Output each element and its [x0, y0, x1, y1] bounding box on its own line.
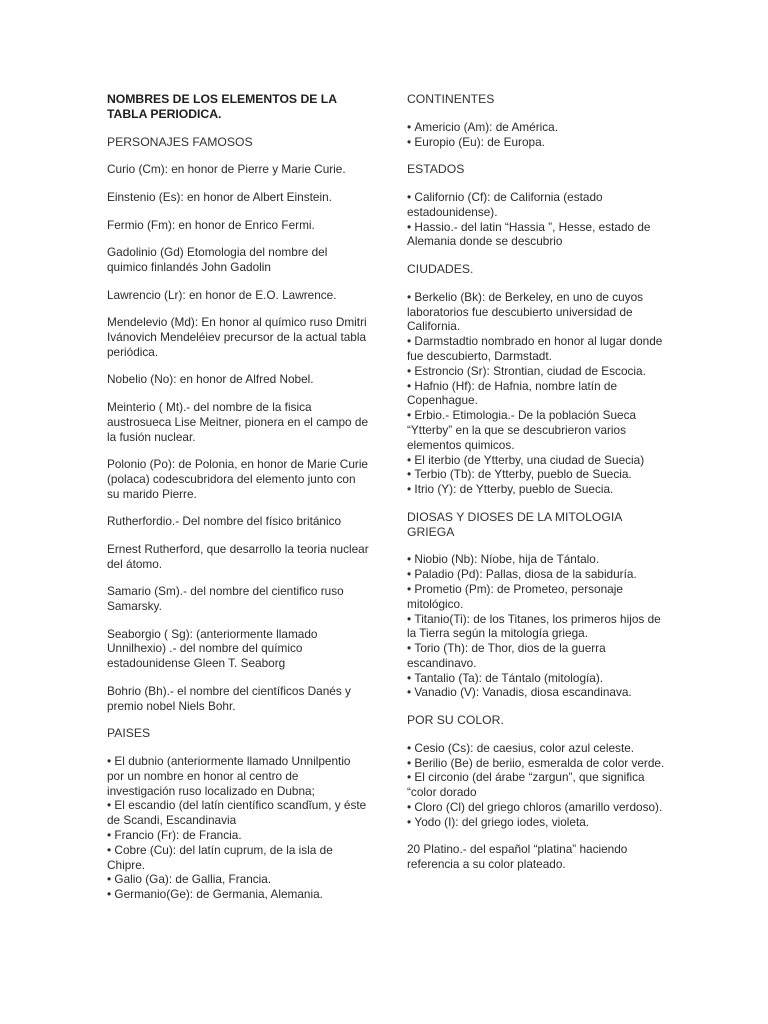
list-item: • Yodo (I): del griego iodes, violeta. — [407, 815, 669, 830]
list-item: • Prometio (Pm): de Prometeo, personaje mitológico. — [407, 582, 669, 612]
color-list — [407, 741, 669, 830]
section-heading-gods: DIOSAS Y DIOSES DE LA MITOLOGIA GRIEGA — [407, 509, 622, 539]
section-heading-color: POR SU COLOR. — [407, 713, 504, 728]
list-item: • Americio (Am): de América. — [407, 120, 669, 135]
entry-ernest-rutherford: Ernest Rutherford, que desarrollo la teoria nuclear del átomo. — [107, 541, 369, 571]
left-column — [107, 92, 369, 915]
entry-meinterio: Meinterio ( Mt).- del nombre de la fisica austrosueca Lise Meitner, pionera en el campo de la fusión nuclear. — [107, 399, 369, 444]
list-item: • Germanio(Ge): de Germania, Alemania. — [107, 887, 369, 902]
list-item: • El escandio (del latín científico scandĭum, y éste de Scandi, Escandinavia — [107, 798, 369, 828]
list-item: • Niobio (Nb): Níobe, hija de Tántalo. — [407, 552, 669, 567]
list-item: • Darmstadtio nombrado en honor al lugar donde fue descubierto, Darmstadt. — [407, 334, 669, 364]
list-item: • Galio (Ga): de Gallia, Francia. — [107, 872, 369, 887]
continents-list — [407, 120, 669, 150]
list-item: • Francio (Fr): de Francia. — [107, 828, 369, 843]
list-item: • Cloro (Cl) del griego chloros (amarillo verdoso). — [407, 800, 669, 815]
list-item: • Paladio (Pd): Pallas, diosa de la sabiduría. — [407, 567, 669, 582]
list-item: • El dubnio (anteriormente llamado Unnilpentio por un nombre en honor al centro de investigación ruso localizado en Dubna; — [107, 754, 369, 798]
section-heading-continents: CONTINENTES — [407, 92, 495, 106]
entry-gadolinio: Gadolinio (Gd) Etomologia del nombre del quimico finlandés John Gadolin — [107, 245, 328, 274]
entry-curio: Curio (Cm): en honor de Pierre y Marie Curie. — [107, 162, 346, 177]
list-item: • Europio (Eu): de Europa. — [407, 135, 669, 150]
entry-rutherfordio: Rutherfordio.- Del nombre del físico británico — [107, 514, 342, 529]
list-item: • Erbio.- Etimologia.- De la población Sueca “Ytterby” en la que se descubrieron varios elementos quimicos. — [407, 408, 669, 452]
entry-mendelevio: Mendelevio (Md): En honor al químico ruso Dmitri Ivánovich Mendeléiev precursor de la actual tabla periódica. — [107, 315, 367, 359]
list-item: • Tantalio (Ta): de Tántalo (mitología). — [407, 671, 669, 686]
list-item: • Itrio (Y): de Ytterby, pueblo de Suecia. — [407, 482, 669, 497]
list-item: • Berkelio (Bk): de Berkeley, en uno de cuyos laboratorios fue descubierto universidad de California. — [407, 290, 669, 334]
cities-list — [407, 290, 669, 497]
list-item: • Hafnio (Hf): de Hafnia, nombre latín de Copenhague. — [407, 379, 669, 409]
entry-fermio: Fermio (Fm): en honor de Enrico Fermi. — [107, 217, 315, 232]
list-item: • Californio (Cf): de California (estado estadounidense). — [407, 190, 669, 220]
entry-polonio: Polonio (Po): de Polonia, en honor de Marie Curie (polaca) codescubridora del elemento junto con su marido Pierre. — [107, 457, 368, 501]
list-item: • Torio (Th): de Thor, dios de la guerra escandinavo. — [407, 641, 669, 671]
right-column — [407, 92, 669, 885]
entry-nobelio: Nobelio (No): en honor de Alfred Nobel. — [107, 372, 314, 387]
list-item: • El iterbio (de Ytterby, una ciudad de Suecia) — [407, 453, 669, 468]
section-heading-states: ESTADOS — [407, 162, 465, 177]
list-item: • Estroncio (Sr): Strontian, ciudad de Escocia. — [407, 364, 669, 379]
states-list — [407, 190, 669, 249]
section-heading-cities: CIUDADES. — [407, 261, 474, 276]
entry-seaborgio: Seaborgio ( Sg): (anteriormente llamado Unnilhexio) .- del nombre del químico estadounidense Gleen T. Seaborg — [107, 626, 318, 671]
gods-list — [407, 552, 669, 700]
entry-bohrio: Bohrio (Bh).- el nombre del científicos Danés y premio nobel Niels Bohr. — [107, 683, 351, 713]
list-item: • El circonio (del árabe “zargun”, que significa “color dorado — [407, 770, 669, 800]
document-title: NOMBRES DE LOS ELEMENTOS DE LA TABLA PERIODICA. — [107, 92, 337, 121]
list-item: • Cobre (Cu): del latín cuprum, de la isla de Chipre. — [107, 843, 369, 873]
entry-lawrencio: Lawrencio (Lr): en honor de E.O. Lawrence. — [107, 287, 337, 302]
list-item: • Cesio (Cs): de caesius, color azul celeste. — [407, 741, 669, 756]
entry-einstenio: Einstenio (Es): en honor de Albert Einstein. — [107, 189, 332, 204]
section-heading-countries: PAISES — [107, 726, 151, 741]
entry-samario: Samario (Sm).- del nombre del cientifico ruso Samarsky. — [107, 584, 344, 614]
list-item: • Vanadio (V): Vanadis, diosa escandinava. — [407, 685, 669, 700]
section-heading-famous: PERSONAJES FAMOSOS — [107, 134, 253, 149]
entry-platino: 20 Platino.- del español “platina” haciendo referencia a su color plateado. — [407, 842, 628, 872]
list-item: • Berilio (Be) de beriio, esmeralda de color verde. — [407, 756, 669, 771]
list-item: • Terbio (Tb): de Ytterby, pueblo de Suecia. — [407, 467, 669, 482]
list-item: • Titanio(Ti): de los Titanes, los primeros hijos de la Tierra según la mitología griega. — [407, 612, 669, 642]
countries-list — [107, 754, 369, 902]
list-item: • Hassio.- del latin “Hassia ”, Hesse, estado de Alemania donde se descubrio — [407, 220, 669, 250]
